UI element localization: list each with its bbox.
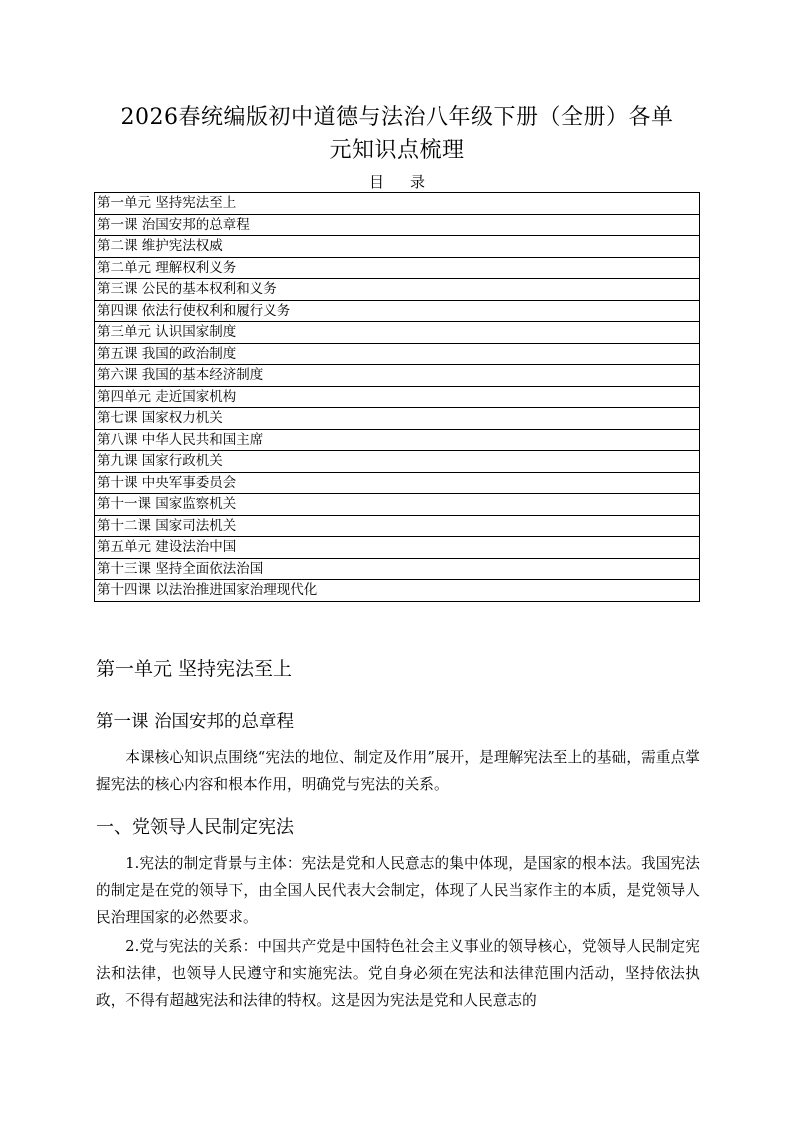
toc-row	[95, 343, 700, 365]
toc-entry[interactable]: 第八课 中华人民共和国主席	[95, 429, 700, 451]
toc-entry[interactable]: 第十二课 国家司法机关	[95, 515, 700, 537]
toc-row	[95, 236, 700, 258]
toc-entry[interactable]: 第五单元 建设法治中国	[95, 537, 700, 559]
toc-entry[interactable]: 第十三课 坚持全面依法治国	[95, 558, 700, 580]
toc-row	[95, 580, 700, 602]
toc-row	[95, 558, 700, 580]
unit-heading: 第一单元 坚持宪法至上	[96, 658, 293, 680]
toc-row	[95, 365, 700, 387]
toc-entry[interactable]: 第一单元 坚持宪法至上	[95, 193, 700, 215]
toc-heading-char-2: 录	[410, 173, 426, 191]
toc-heading	[0, 172, 794, 192]
toc-row	[95, 515, 700, 537]
toc-row	[95, 451, 700, 473]
toc-entry[interactable]: 第十一课 国家监察机关	[95, 494, 700, 516]
toc-table	[94, 192, 700, 602]
toc-heading-char-1: 目	[368, 173, 410, 191]
toc-row	[95, 494, 700, 516]
toc-row	[95, 322, 700, 344]
toc-entry[interactable]: 第九课 国家行政机关	[95, 451, 700, 473]
section-heading: 一、党领导人民制定宪法	[96, 817, 294, 838]
toc-row	[95, 279, 700, 301]
toc-entry[interactable]: 第二课 维护宪法权威	[95, 236, 700, 258]
toc-entry[interactable]: 第七课 国家权力机关	[95, 408, 700, 430]
toc-entry[interactable]: 第十四课 以法治推进国家治理现代化	[95, 580, 700, 602]
toc-entry[interactable]: 第五课 我国的政治制度	[95, 343, 700, 365]
toc-row	[95, 472, 700, 494]
toc-entry[interactable]: 第一课 治国安邦的总章程	[95, 214, 700, 236]
toc-entry[interactable]: 第四课 依法行使权利和履行义务	[95, 300, 700, 322]
toc-row	[95, 214, 700, 236]
toc-row	[95, 300, 700, 322]
toc-entry[interactable]: 第二单元 理解权利义务	[95, 257, 700, 279]
document-title	[90, 101, 704, 167]
title-line-1: 2026春统编版初中道德与法治八年级下册（全册）各单	[120, 105, 674, 130]
toc-entry[interactable]: 第六课 我国的基本经济制度	[95, 365, 700, 387]
toc-row	[95, 257, 700, 279]
toc-row	[95, 193, 700, 215]
toc-row	[95, 429, 700, 451]
title-line-2: 元知识点梳理	[329, 138, 465, 163]
toc-row	[95, 408, 700, 430]
toc-entry[interactable]: 第三单元 认识国家制度	[95, 322, 700, 344]
body-paragraph-1: 1.宪法的制定背景与主体：宪法是党和人民意志的集中体现，是国家的根本法。我国宪法的制定是在党的领导下，由全国人民代表大会制定，体现了人民当家作主的本质，是党领导人民治理国家的必然要求。	[96, 855, 700, 926]
toc-entry[interactable]: 第十课 中央军事委员会	[95, 472, 700, 494]
toc-row	[95, 537, 700, 559]
toc-entry[interactable]: 第四单元 走近国家机构	[95, 386, 700, 408]
toc-entry[interactable]: 第三课 公民的基本权利和义务	[95, 279, 700, 301]
body-paragraph-2: 2.党与宪法的关系：中国共产党是中国特色社会主义事业的领导核心，党领导人民制定宪法和法律，也领导人民遵守和实施宪法。党自身必须在宪法和法律范围内活动，坚持依法执政，不得有超越宪法和法律的特权。这是因为宪法是党和人民意志的	[96, 938, 700, 1009]
intro-paragraph: 本课核心知识点围绕“宪法的地位、制定及作用”展开，是理解宪法至上的基础，需重点掌握宪法的核心内容和根本作用，明确党与宪法的关系。	[96, 749, 700, 793]
lesson-heading: 第一课 治国安邦的总章程	[96, 712, 295, 732]
toc-row	[95, 386, 700, 408]
